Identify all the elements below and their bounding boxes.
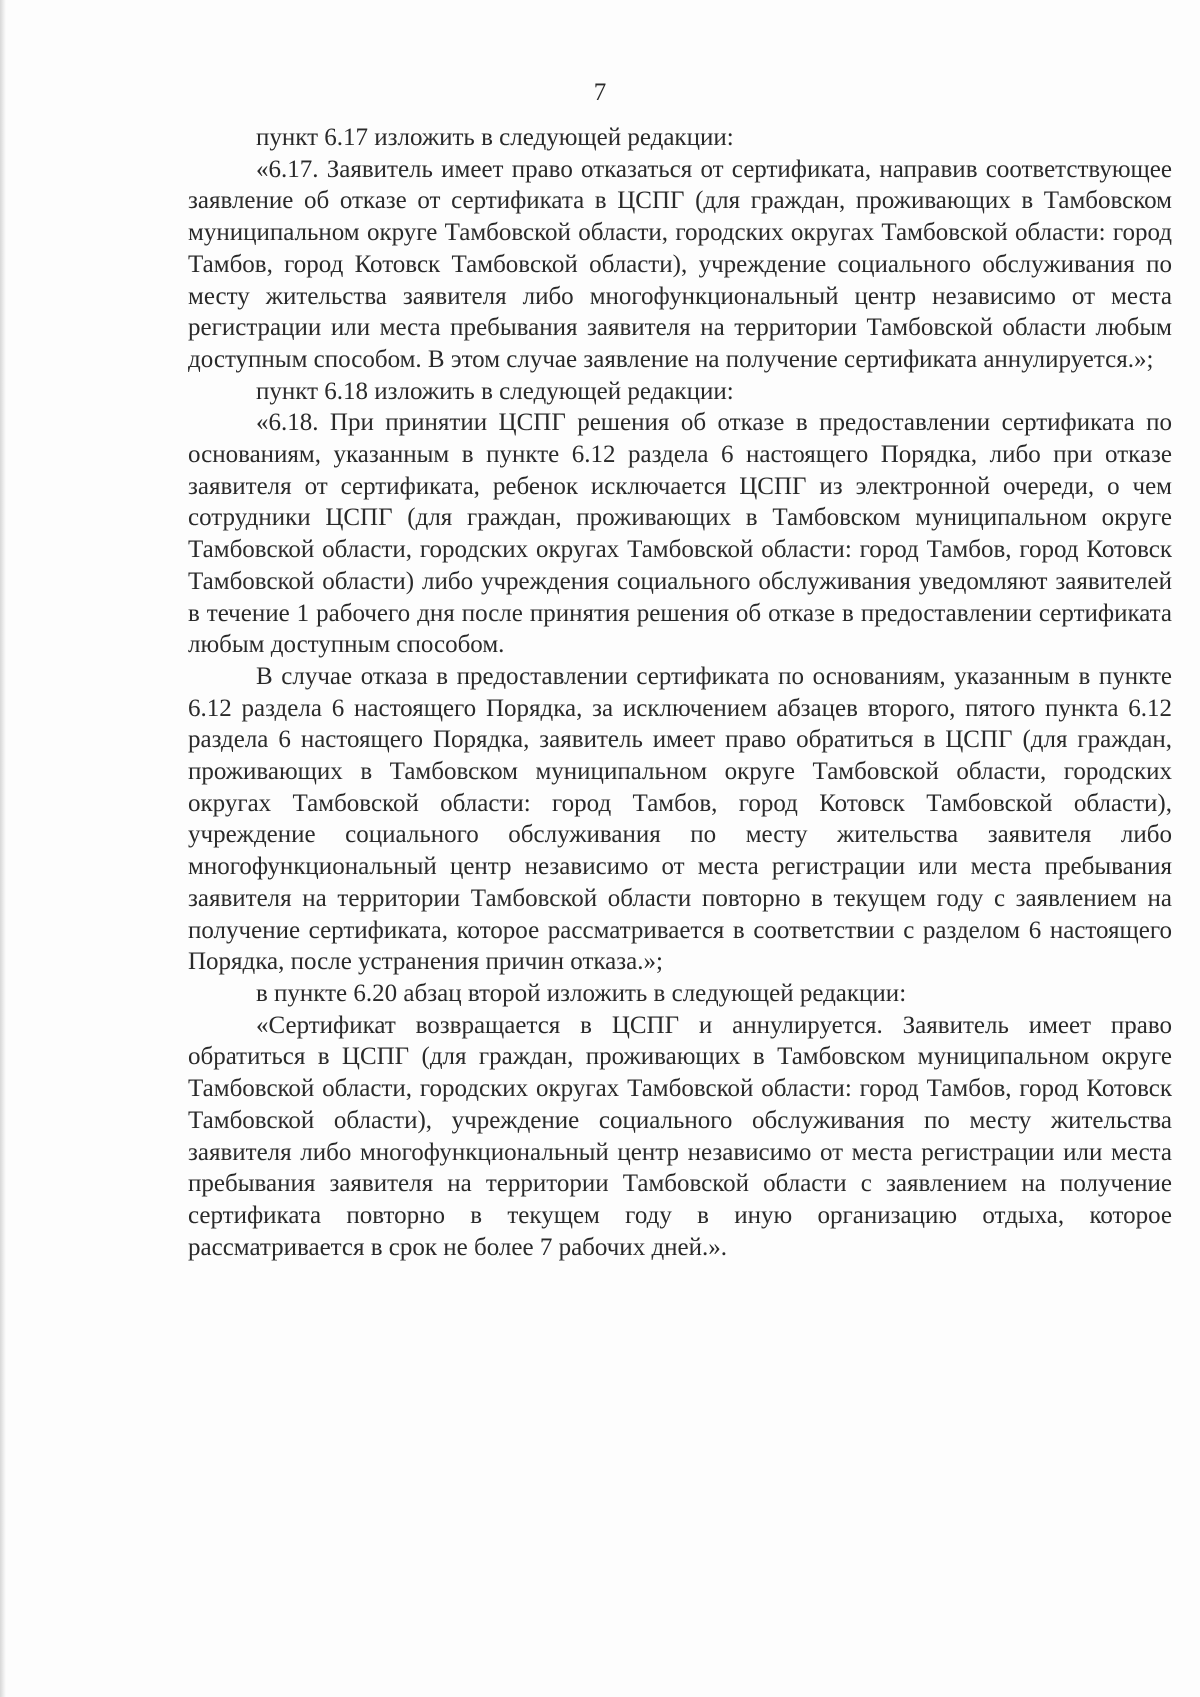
page-number: 7 — [593, 79, 607, 106]
scan-edge-shadow — [0, 0, 6, 1697]
paragraph-6-20-intro: в пункте 6.20 абзац второй изложить в следующей редакции: — [256, 979, 907, 1007]
paragraph-6-18-intro: пункт 6.18 изложить в следующей редакции: — [256, 377, 734, 405]
paragraph-6-18-refusal: В случае отказа в предоставлении сертификата по основаниям, указанным в пункте 6.12 раздела 6 настоящего Порядка, за исключением абзацев второго, пятого пункта 6.12 раздела 6 настоящего Порядка, заявитель имеет право обратиться в ЦСПГ (для граждан, проживающих в Тамбовском муниципальном округе Тамбовской области, городских округах Тамбовской области: город Тамбов, город Котовск Тамбовской области), учреждение социального обслуживания по месту жительства заявителя либо многофункциональный центр независимо от места регистрации или места пребывания заявителя на территории Тамбовской области повторно в текущем году с заявлением на получение сертификата, которое рассматривается в соответствии с разделом 6 настоящего Порядка, после устранения причин отказа.»; — [188, 662, 1172, 976]
paragraph-6-20-text: «Сертификат возвращается в ЦСПГ и аннулируется. Заявитель имеет право обратиться в ЦСПГ (для граждан, проживающих в Тамбовском муниципальном округе Тамбовской области, городских округах Тамбовской области: город Тамбов, город Котовск Тамбовской области), учреждение социального обслуживания по месту жительства заявителя либо многофункциональный центр независимо от места регистрации или места пребывания заявителя на территории Тамбовской области с заявлением на получение сертификата повторно в текущем году в иную организацию отдыха, которое рассматривается в срок не более 7 рабочих дней.». — [188, 1011, 1172, 1261]
paragraph-6-17-text: «6.17. Заявитель имеет право отказаться от сертификата, направив соответствующее заявление об отказе от сертификата в ЦСПГ (для граждан, проживающих в Тамбовском муниципальном округе Тамбовской области, городских округах Тамбовской области: город Тамбов, город Котовск Тамбовской области), учреждение социального обслуживания по месту жительства заявителя либо многофункциональный центр независимо от места регистрации или места пребывания заявителя на территории Тамбовской области любым доступным способом. В этом случае заявление на получение сертификата аннулируется.»; — [188, 155, 1172, 373]
document-body — [188, 122, 1172, 1263]
paragraph-6-17-intro: пункт 6.17 изложить в следующей редакции: — [256, 124, 734, 151]
paragraph-6-18-text: «6.18. При принятии ЦСПГ решения об отказе в предоставлении сертификата по основаниям, указанным в пункте 6.12 раздела 6 настоящего Порядка, либо при отказе заявителя от сертификата, ребенок исключается ЦСПГ из электронной очереди, о чем сотрудники ЦСПГ (для граждан, проживающих в Тамбовском муниципальном округе Тамбовской области, городских округах Тамбовской области: город Тамбов, город Котовск Тамбовской области) либо учреждения социального обслуживания уведомляют заявителей в течение 1 рабочего дня после принятия решения об отказе в предоставлении сертификата любым доступным способом. — [188, 409, 1172, 659]
